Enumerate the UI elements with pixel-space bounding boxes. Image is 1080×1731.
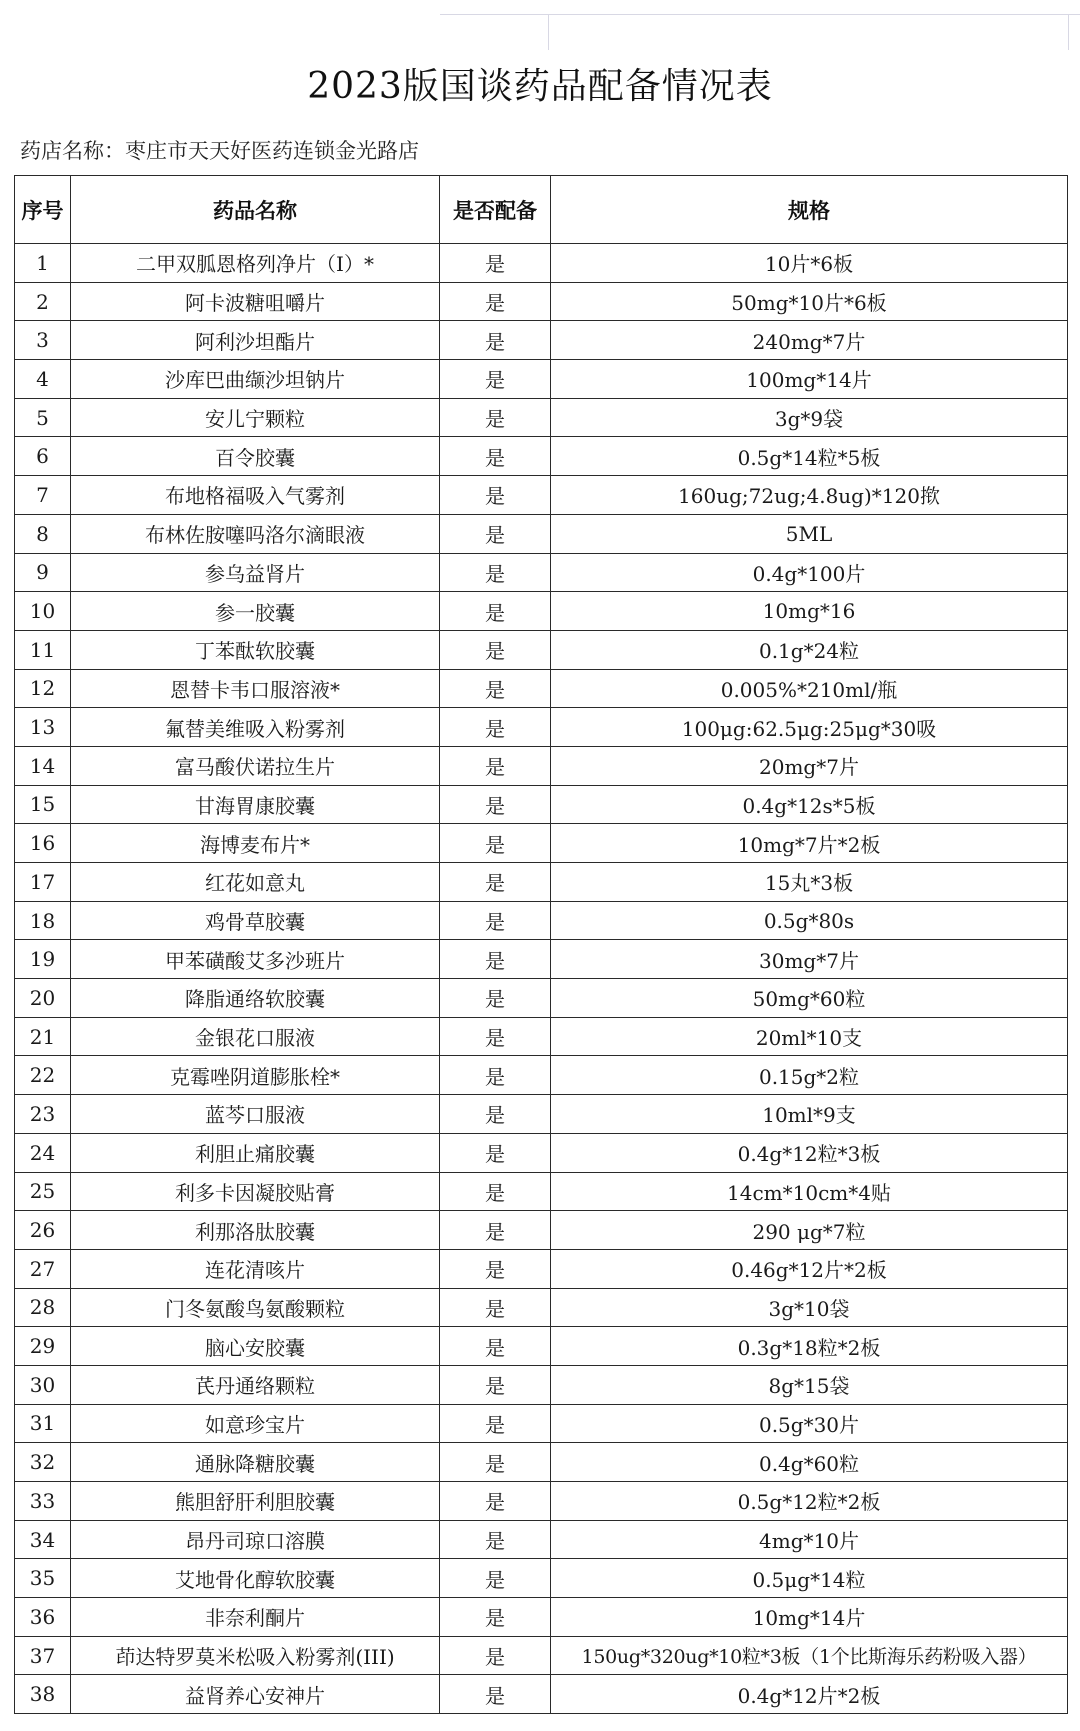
cell-name: 蓝芩口服液	[71, 1095, 440, 1134]
cell-stocked: 是	[440, 437, 551, 476]
cell-stocked: 是	[440, 360, 551, 399]
cell-spec: 0.5g*30片	[551, 1404, 1068, 1443]
cell-spec: 10片*6板	[551, 244, 1068, 283]
cell-name: 红花如意丸	[71, 863, 440, 902]
cell-spec: 20ml*10支	[551, 1017, 1068, 1056]
cell-no: 19	[15, 940, 71, 979]
cell-stocked: 是	[440, 1095, 551, 1134]
cell-stocked: 是	[440, 1636, 551, 1675]
cell-stocked: 是	[440, 1133, 551, 1172]
cell-name: 利多卡因凝胶贴膏	[71, 1172, 440, 1211]
table-row	[15, 863, 1068, 902]
cell-name: 甲苯磺酸艾多沙班片	[71, 940, 440, 979]
cell-stocked: 是	[440, 979, 551, 1018]
cell-spec: 0.46g*12片*2板	[551, 1249, 1068, 1288]
cell-spec: 0.4g*12粒*3板	[551, 1133, 1068, 1172]
cell-spec: 0.4g*60粒	[551, 1443, 1068, 1482]
cell-spec: 0.005%*210ml/瓶	[551, 669, 1068, 708]
cell-name: 安儿宁颗粒	[71, 398, 440, 437]
cell-stocked: 是	[440, 1598, 551, 1637]
cell-name: 熊胆舒肝利胆胶囊	[71, 1482, 440, 1521]
cell-no: 3	[15, 321, 71, 360]
cell-no: 6	[15, 437, 71, 476]
page-title: 2023版国谈药品配备情况表	[307, 66, 773, 107]
cell-name: 降脂通络软胶囊	[71, 979, 440, 1018]
cell-stocked: 是	[440, 398, 551, 437]
table-row	[15, 1365, 1068, 1404]
cell-spec: 30mg*7片	[551, 940, 1068, 979]
cell-no: 33	[15, 1482, 71, 1521]
table-header-row	[15, 176, 1068, 244]
cell-stocked: 是	[440, 592, 551, 631]
cell-name: 非奈利酮片	[71, 1598, 440, 1637]
header-no: 序号	[15, 176, 71, 244]
cell-name: 二甲双胍恩格列净片（Ⅰ）*	[71, 244, 440, 283]
cell-stocked: 是	[440, 1675, 551, 1714]
table-row	[15, 244, 1068, 283]
cell-name: 通脉降糖胶囊	[71, 1443, 440, 1482]
cell-no: 37	[15, 1636, 71, 1675]
cell-spec: 15丸*3板	[551, 863, 1068, 902]
cell-no: 13	[15, 708, 71, 747]
table-row	[15, 1482, 1068, 1521]
table-row	[15, 1520, 1068, 1559]
table-row	[15, 592, 1068, 631]
cell-no: 23	[15, 1095, 71, 1134]
cell-stocked: 是	[440, 901, 551, 940]
cell-name: 布林佐胺噻吗洛尔滴眼液	[71, 514, 440, 553]
table-row	[15, 824, 1068, 863]
cell-name: 利胆止痛胶囊	[71, 1133, 440, 1172]
cell-stocked: 是	[440, 282, 551, 321]
cell-no: 12	[15, 669, 71, 708]
cell-spec: 3g*10袋	[551, 1288, 1068, 1327]
cell-stocked: 是	[440, 1559, 551, 1598]
table-row	[15, 514, 1068, 553]
header-stocked: 是否配备	[440, 176, 551, 244]
table-row	[15, 282, 1068, 321]
cell-spec: 0.4g*12s*5板	[551, 785, 1068, 824]
top-edge-divider	[548, 14, 549, 50]
cell-spec: 14cm*10cm*4贴	[551, 1172, 1068, 1211]
cell-no: 10	[15, 592, 71, 631]
table-row	[15, 708, 1068, 747]
cell-name: 沙库巴曲缬沙坦钠片	[71, 360, 440, 399]
cell-name: 昂丹司琼口溶膜	[71, 1520, 440, 1559]
table-row	[15, 1133, 1068, 1172]
cell-spec: 0.5μg*14粒	[551, 1559, 1068, 1598]
cell-no: 7	[15, 476, 71, 515]
table-row	[15, 630, 1068, 669]
cell-spec: 100μg:62.5μg:25μg*30吸	[551, 708, 1068, 747]
cell-spec: 10mg*16	[551, 592, 1068, 631]
cell-spec: 10mg*7片*2板	[551, 824, 1068, 863]
cell-stocked: 是	[440, 1327, 551, 1366]
table-row	[15, 321, 1068, 360]
cell-name: 门冬氨酸鸟氨酸颗粒	[71, 1288, 440, 1327]
cell-spec: 150ug*320ug*10粒*3板（1个比斯海乐药粉吸入器）	[551, 1636, 1068, 1675]
cell-name: 百令胶囊	[71, 437, 440, 476]
cell-stocked: 是	[440, 244, 551, 283]
cell-no: 2	[15, 282, 71, 321]
cell-no: 34	[15, 1520, 71, 1559]
cell-name: 富马酸伏诺拉生片	[71, 746, 440, 785]
cell-name: 参乌益肾片	[71, 553, 440, 592]
table-row	[15, 476, 1068, 515]
cell-name: 脑心安胶囊	[71, 1327, 440, 1366]
table-row	[15, 1404, 1068, 1443]
table-row	[15, 940, 1068, 979]
cell-no: 14	[15, 746, 71, 785]
cell-spec: 100mg*14片	[551, 360, 1068, 399]
table-row	[15, 553, 1068, 592]
table-row	[15, 1095, 1068, 1134]
cell-spec: 50mg*60粒	[551, 979, 1068, 1018]
table-row	[15, 1056, 1068, 1095]
cell-no: 27	[15, 1249, 71, 1288]
cell-no: 15	[15, 785, 71, 824]
cell-stocked: 是	[440, 940, 551, 979]
top-edge-line	[440, 14, 1080, 15]
cell-stocked: 是	[440, 1443, 551, 1482]
cell-no: 26	[15, 1211, 71, 1250]
table-row	[15, 1559, 1068, 1598]
cell-stocked: 是	[440, 514, 551, 553]
medicine-table	[14, 175, 1068, 1714]
cell-name: 益肾养心安神片	[71, 1675, 440, 1714]
cell-spec: 5ML	[551, 514, 1068, 553]
table-row	[15, 1443, 1068, 1482]
cell-stocked: 是	[440, 1365, 551, 1404]
table-row	[15, 1211, 1068, 1250]
header-spec: 规格	[551, 176, 1068, 244]
cell-spec: 0.5g*14粒*5板	[551, 437, 1068, 476]
cell-spec: 50mg*10片*6板	[551, 282, 1068, 321]
cell-spec: 0.3g*18粒*2板	[551, 1327, 1068, 1366]
table-row	[15, 785, 1068, 824]
cell-name: 阿卡波糖咀嚼片	[71, 282, 440, 321]
table-row	[15, 360, 1068, 399]
cell-name: 丁苯酞软胶囊	[71, 630, 440, 669]
cell-name: 海博麦布片*	[71, 824, 440, 863]
cell-stocked: 是	[440, 1404, 551, 1443]
cell-spec: 160ug;72ug;4.8ug)*120揿	[551, 476, 1068, 515]
cell-stocked: 是	[440, 1056, 551, 1095]
table-row	[15, 669, 1068, 708]
cell-no: 28	[15, 1288, 71, 1327]
cell-name: 阿利沙坦酯片	[71, 321, 440, 360]
cell-no: 5	[15, 398, 71, 437]
cell-spec: 8g*15袋	[551, 1365, 1068, 1404]
cell-stocked: 是	[440, 708, 551, 747]
table-row	[15, 1675, 1068, 1714]
table-row	[15, 398, 1068, 437]
table-row	[15, 1288, 1068, 1327]
cell-name: 氟替美维吸入粉雾剂	[71, 708, 440, 747]
cell-spec: 4mg*10片	[551, 1520, 1068, 1559]
cell-stocked: 是	[440, 1172, 551, 1211]
table-row	[15, 1172, 1068, 1211]
cell-no: 31	[15, 1404, 71, 1443]
table-row	[15, 1327, 1068, 1366]
cell-no: 21	[15, 1017, 71, 1056]
cell-name: 茚达特罗莫米松吸入粉雾剂(III)	[71, 1636, 440, 1675]
cell-spec: 10ml*9支	[551, 1095, 1068, 1134]
cell-name: 如意珍宝片	[71, 1404, 440, 1443]
cell-name: 恩替卡韦口服溶液*	[71, 669, 440, 708]
cell-no: 20	[15, 979, 71, 1018]
cell-stocked: 是	[440, 1211, 551, 1250]
cell-no: 17	[15, 863, 71, 902]
cell-no: 35	[15, 1559, 71, 1598]
cell-spec: 0.4g*100片	[551, 553, 1068, 592]
cell-no: 11	[15, 630, 71, 669]
cell-no: 24	[15, 1133, 71, 1172]
cell-stocked: 是	[440, 1249, 551, 1288]
table-row	[15, 746, 1068, 785]
cell-spec: 20mg*7片	[551, 746, 1068, 785]
cell-name: 布地格福吸入气雾剂	[71, 476, 440, 515]
cell-spec: 240mg*7片	[551, 321, 1068, 360]
cell-no: 18	[15, 901, 71, 940]
cell-name: 克霉唑阴道膨胀栓*	[71, 1056, 440, 1095]
cell-stocked: 是	[440, 669, 551, 708]
header-name: 药品名称	[71, 176, 440, 244]
cell-name: 艾地骨化醇软胶囊	[71, 1559, 440, 1598]
cell-no: 8	[15, 514, 71, 553]
cell-stocked: 是	[440, 863, 551, 902]
cell-no: 38	[15, 1675, 71, 1714]
cell-spec: 10mg*14片	[551, 1598, 1068, 1637]
cell-no: 25	[15, 1172, 71, 1211]
cell-no: 1	[15, 244, 71, 283]
table-row	[15, 1636, 1068, 1675]
cell-stocked: 是	[440, 630, 551, 669]
cell-spec: 0.4g*12片*2板	[551, 1675, 1068, 1714]
cell-no: 4	[15, 360, 71, 399]
cell-spec: 0.5g*80s	[551, 901, 1068, 940]
table-row	[15, 901, 1068, 940]
cell-stocked: 是	[440, 476, 551, 515]
cell-name: 鸡骨草胶囊	[71, 901, 440, 940]
cell-spec: 0.1g*24粒	[551, 630, 1068, 669]
cell-stocked: 是	[440, 1520, 551, 1559]
cell-spec: 3g*9袋	[551, 398, 1068, 437]
cell-spec: 0.15g*2粒	[551, 1056, 1068, 1095]
cell-name: 芪丹通络颗粒	[71, 1365, 440, 1404]
cell-name: 连花清咳片	[71, 1249, 440, 1288]
table-row	[15, 1249, 1068, 1288]
cell-no: 29	[15, 1327, 71, 1366]
top-edge-divider	[1068, 14, 1069, 50]
cell-name: 利那洛肽胶囊	[71, 1211, 440, 1250]
table-row	[15, 1017, 1068, 1056]
cell-stocked: 是	[440, 553, 551, 592]
cell-no: 16	[15, 824, 71, 863]
table-row	[15, 1598, 1068, 1637]
cell-name: 甘海胃康胶囊	[71, 785, 440, 824]
cell-stocked: 是	[440, 746, 551, 785]
cell-stocked: 是	[440, 1017, 551, 1056]
cell-name: 参一胶囊	[71, 592, 440, 631]
cell-stocked: 是	[440, 1288, 551, 1327]
cell-stocked: 是	[440, 785, 551, 824]
cell-spec: 290 μg*7粒	[551, 1211, 1068, 1250]
cell-stocked: 是	[440, 321, 551, 360]
cell-spec: 0.5g*12粒*2板	[551, 1482, 1068, 1521]
table-row	[15, 979, 1068, 1018]
cell-name: 金银花口服液	[71, 1017, 440, 1056]
cell-stocked: 是	[440, 1482, 551, 1521]
cell-no: 22	[15, 1056, 71, 1095]
cell-no: 36	[15, 1598, 71, 1637]
cell-no: 9	[15, 553, 71, 592]
cell-stocked: 是	[440, 824, 551, 863]
cell-no: 32	[15, 1443, 71, 1482]
store-name-line: 药店名称：枣庄市天天好医药连锁金光路店	[20, 139, 419, 163]
table-row	[15, 437, 1068, 476]
cell-no: 30	[15, 1365, 71, 1404]
